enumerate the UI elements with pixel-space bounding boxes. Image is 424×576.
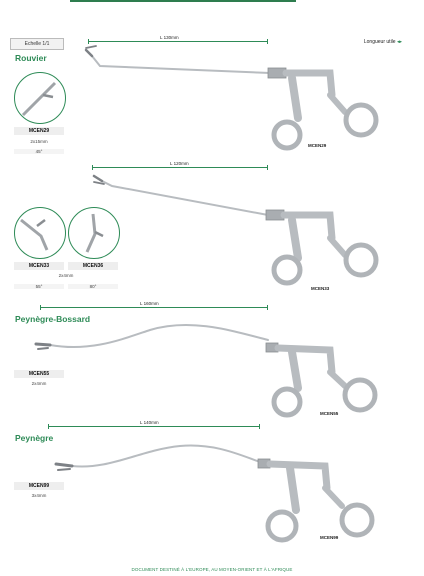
length-label: L 120mm: [170, 161, 189, 166]
product-angle: 55°: [14, 284, 64, 289]
section-title-peynegre: Peynègre: [15, 433, 54, 443]
product-angle: 45°: [14, 149, 64, 154]
product-angle: 80°: [68, 284, 118, 289]
instrument-ref-label: MCEN33: [311, 286, 330, 291]
instrument-ref-label: MCEN29: [308, 143, 327, 148]
length-label: L 140mm: [140, 420, 159, 425]
instrument-ref-label: MCEN99: [320, 535, 339, 540]
length-label: L 160mm: [140, 301, 159, 306]
length-label: L 130mm: [160, 35, 179, 40]
product-size: 2x4mm: [31, 381, 47, 386]
length-legend-text: Longueur utile: [363, 39, 396, 45]
section-title-rouvier: Rouvier: [15, 53, 47, 63]
product-code: MCEN33: [14, 262, 64, 270]
product-code: MCEN99: [14, 482, 64, 490]
footer-notice: DOCUMENT DESTINÉ À L'EUROPE, AU MOYEN-ORIENT ET À L'AFRIQUE: [131, 567, 293, 572]
product-code: MCEN55: [14, 370, 64, 378]
length-legend-arrow-icon: ◂▸: [396, 39, 402, 45]
product-code: MCEN29: [14, 127, 64, 135]
product-size: 2x4mm: [58, 273, 74, 278]
instrument-ref-label: MCEN55: [320, 411, 339, 416]
section-title-peynegre-bossard: Peynègre-Bossard: [15, 314, 91, 324]
scale-label: Echelle 1/1: [10, 38, 64, 50]
product-size: 3x4mm: [31, 493, 47, 498]
product-size: 2x15mm: [30, 139, 48, 144]
product-code: MCEN36: [68, 262, 118, 270]
